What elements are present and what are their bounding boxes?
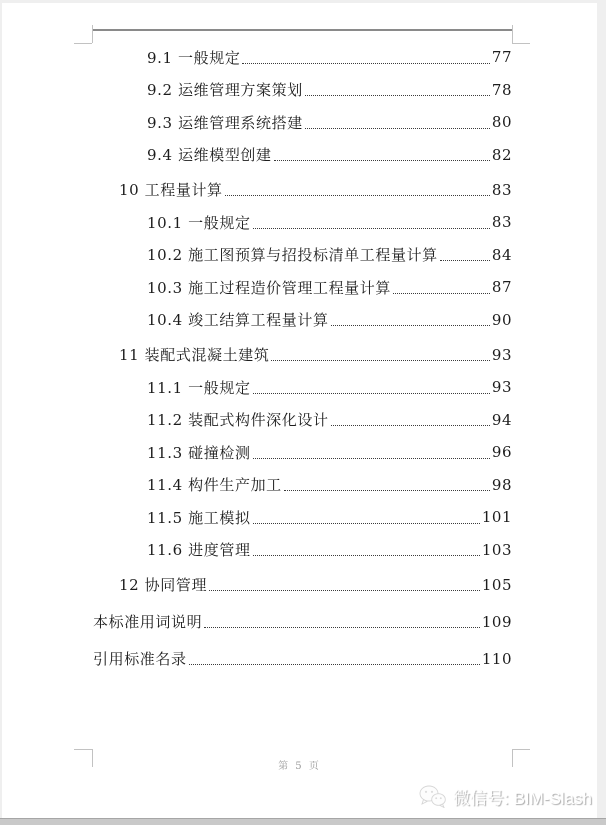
toc-entry-label: 引用标准名录 <box>93 650 187 669</box>
toc-leader-dots <box>253 381 490 394</box>
toc-entry[interactable] <box>92 106 512 139</box>
toc-page-number: 98 <box>491 475 512 494</box>
header-border-line <box>92 29 512 31</box>
toc-leader-dots <box>331 313 490 326</box>
toc-page-number: 105 <box>481 575 512 594</box>
page-number-footer: 第 5 页 <box>278 761 321 772</box>
text-boundary-mark-top-left <box>74 43 92 44</box>
toc-page-number: 109 <box>481 612 512 631</box>
toc-entry-label: 11.5 施工模拟 <box>147 508 251 527</box>
toc-leader-dots <box>253 543 480 556</box>
toc-entry[interactable] <box>92 371 512 404</box>
toc-entry[interactable] <box>92 304 512 337</box>
toc-entry-label: 10.4 竣工结算工程量计算 <box>147 311 329 330</box>
toc-page-number: 82 <box>491 145 512 164</box>
text-boundary-mark-top-right <box>512 25 513 43</box>
toc-page-number: 93 <box>491 345 512 364</box>
toc-page-number: 87 <box>491 278 512 297</box>
toc-page-number: 110 <box>481 649 512 668</box>
wechat-icon <box>419 785 446 808</box>
text-boundary-mark-bottom-left <box>74 749 92 750</box>
toc-leader-dots <box>204 615 480 628</box>
toc-page-number: 103 <box>481 540 512 559</box>
toc-entry[interactable] <box>92 41 512 74</box>
toc-entry[interactable] <box>92 339 512 372</box>
toc-page-number: 94 <box>491 410 512 429</box>
table-of-contents <box>92 41 512 675</box>
toc-page-number: 83 <box>491 180 512 199</box>
toc-entry-label: 9.3 运维管理系统搭建 <box>147 113 303 132</box>
toc-leader-dots <box>284 478 490 491</box>
toc-page-number: 96 <box>491 443 512 462</box>
toc-entry-label: 11.2 装配式构件深化设计 <box>147 411 329 430</box>
toc-entry-label: 11 装配式混凝土建筑 <box>119 346 270 365</box>
toc-entry-label: 10.3 施工过程造价管理工程量计算 <box>147 278 391 297</box>
toc-entry-label: 9.1 一般规定 <box>147 48 241 67</box>
toc-entry[interactable] <box>92 469 512 502</box>
toc-leader-dots <box>271 348 489 361</box>
text-boundary-mark-top-right <box>512 43 530 44</box>
toc-leader-dots <box>331 413 490 426</box>
toc-page-number: 101 <box>481 508 512 527</box>
page-canvas <box>2 3 597 818</box>
toc-page-number: 84 <box>491 245 512 264</box>
toc-entry-label: 本标准用词说明 <box>93 613 203 632</box>
toc-leader-dots <box>242 51 489 64</box>
toc-leader-dots <box>305 83 490 96</box>
toc-entry-label: 9.4 运维模型创建 <box>147 146 272 165</box>
page-bottom-edge <box>0 818 606 825</box>
toc-entry-label: 10 工程量计算 <box>119 181 223 200</box>
toc-entry-label: 11.1 一般规定 <box>147 378 251 397</box>
toc-leader-dots <box>225 183 490 196</box>
toc-leader-dots <box>393 281 490 294</box>
toc-page-number: 80 <box>491 113 512 132</box>
toc-entry-label: 12 协同管理 <box>119 576 208 595</box>
toc-page-number: 90 <box>491 310 512 329</box>
toc-entry[interactable] <box>92 139 512 172</box>
toc-entry-label: 10.1 一般规定 <box>147 213 251 232</box>
toc-entry[interactable] <box>92 643 512 676</box>
toc-entry-label: 11.3 碰撞检测 <box>147 443 251 462</box>
toc-entry-label: 9.2 运维管理方案策划 <box>147 81 303 100</box>
watermark-text: 微信号: BIM-Slash <box>453 788 592 808</box>
toc-entry[interactable] <box>92 569 512 602</box>
toc-page-number: 77 <box>491 48 512 67</box>
toc-leader-dots <box>305 116 490 129</box>
toc-leader-dots <box>253 446 490 459</box>
toc-leader-dots <box>189 652 480 665</box>
toc-page-number: 78 <box>491 80 512 99</box>
toc-entry-label: 11.4 构件生产加工 <box>147 476 282 495</box>
toc-entry[interactable] <box>92 239 512 272</box>
toc-leader-dots <box>209 578 480 591</box>
toc-leader-dots <box>440 248 490 261</box>
toc-entry-label: 10.2 施工图预算与招投标清单工程量计算 <box>147 246 438 265</box>
toc-entry[interactable] <box>92 501 512 534</box>
toc-entry[interactable] <box>92 74 512 107</box>
toc-entry[interactable] <box>92 174 512 207</box>
toc-entry[interactable] <box>92 206 512 239</box>
toc-leader-dots <box>253 216 490 229</box>
toc-leader-dots <box>253 511 480 524</box>
toc-leader-dots <box>274 148 490 161</box>
toc-entry[interactable] <box>92 436 512 469</box>
toc-entry[interactable] <box>92 606 512 639</box>
text-boundary-mark-bottom-right <box>512 749 530 750</box>
toc-page-number: 93 <box>491 378 512 397</box>
toc-entry[interactable] <box>92 271 512 304</box>
toc-entry[interactable] <box>92 534 512 567</box>
toc-entry[interactable] <box>92 404 512 437</box>
watermark <box>419 782 592 810</box>
toc-entry-label: 11.6 进度管理 <box>147 541 251 560</box>
toc-page-number: 83 <box>491 213 512 232</box>
